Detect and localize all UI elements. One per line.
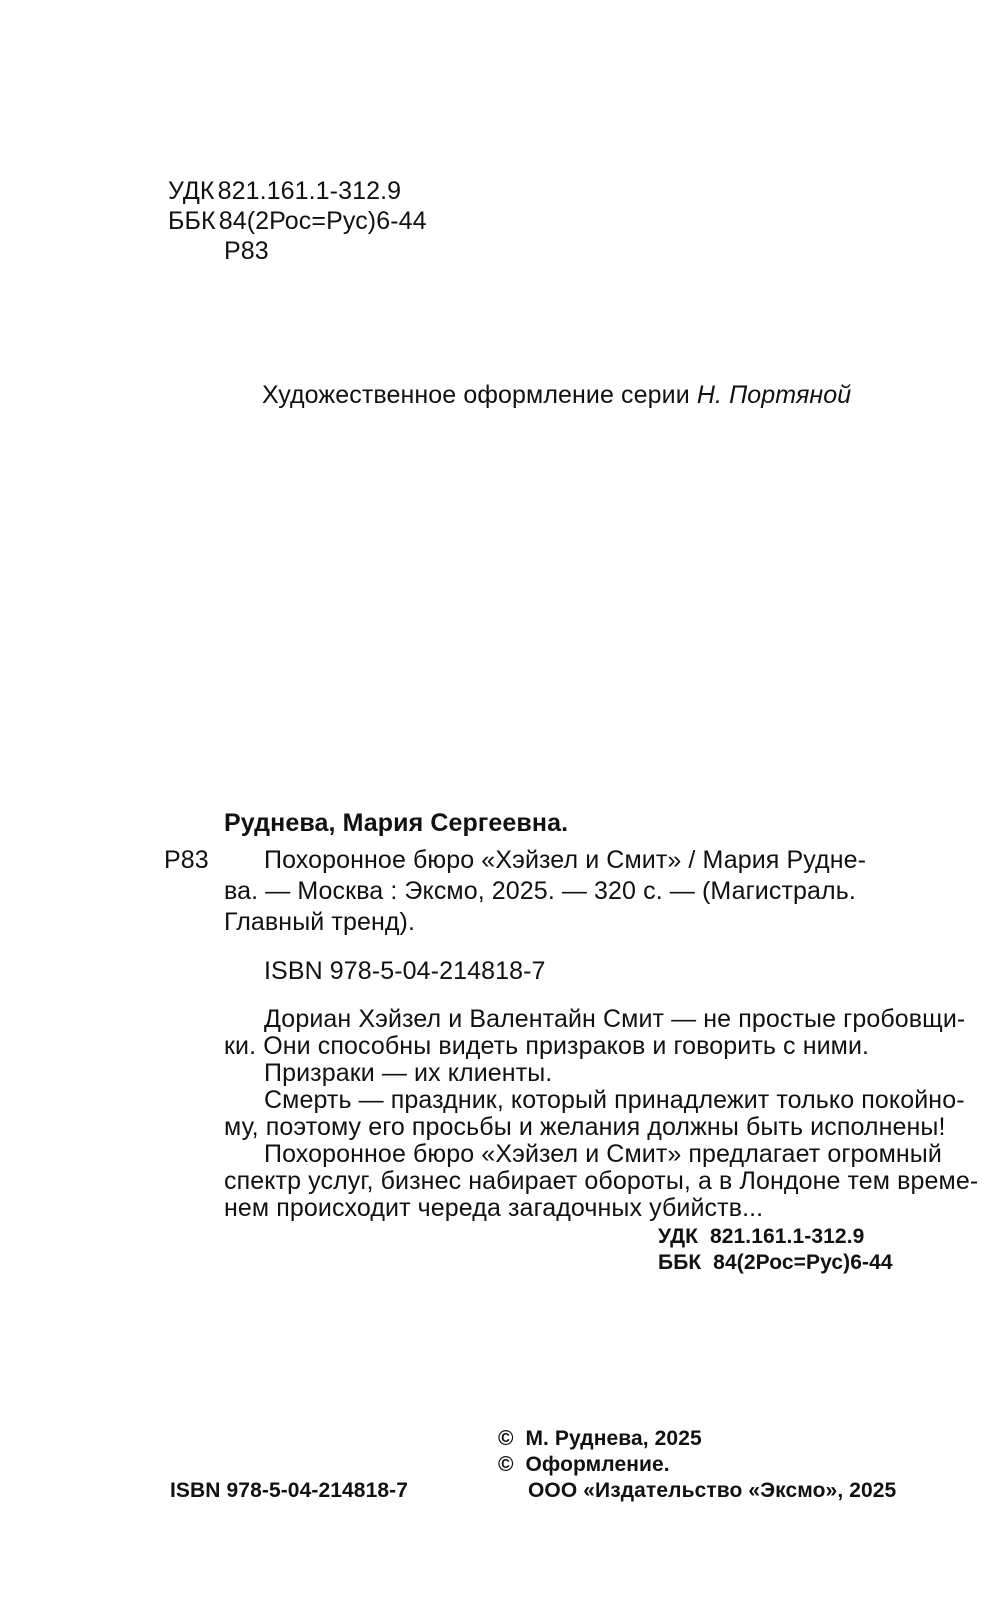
- annotation-line: ки. Они способны видеть призраков и говорить с ними.: [224, 1032, 870, 1060]
- description-line: Главный тренд).: [224, 908, 416, 936]
- bbk-classification: [168, 206, 427, 236]
- annotation-line: Смерть — праздник, который принадлежит только покойно-: [264, 1086, 965, 1114]
- annotation-line: нем происходит череда загадочных убийств...: [224, 1194, 764, 1222]
- udk-label: УДК: [168, 177, 215, 205]
- annotation-line: Похоронное бюро «Хэйзел и Смит» предлагает огромный: [264, 1140, 942, 1168]
- design-credit-artist: Н. Портяной: [696, 381, 852, 409]
- bbk-value: 84(2Рос=Рус)6-44: [218, 207, 427, 235]
- copyright-design: © Оформление.: [498, 1453, 670, 1476]
- udk-value: 821.161.1-312.9: [217, 177, 402, 205]
- description-line: Похоронное бюро «Хэйзел и Смит» / Мария Рудне-: [264, 846, 867, 874]
- card-bbk: ББК 84(2Рос=Рус)6-44: [658, 1251, 893, 1274]
- copyright-publisher: ООО «Издательство «Эксмо», 2025: [528, 1479, 897, 1502]
- author-heading: Руднева, Мария Сергеевна.: [224, 809, 569, 837]
- annotation-line: спектр услуг, бизнес набирает обороты, а в Лондоне тем време-: [224, 1167, 979, 1195]
- catalog-isbn: ISBN 978-5-04-214818-7: [264, 957, 546, 985]
- annotation-line: Дориан Хэйзел и Валентайн Смит — не простые гробовщи-: [264, 1005, 966, 1033]
- author-mark-top: Р83: [224, 237, 269, 265]
- card-udk: УДК 821.161.1-312.9: [658, 1225, 865, 1248]
- annotation-line: му, поэтому его просьбы и желания должны быть исполнены!: [224, 1113, 946, 1141]
- design-credit: [262, 380, 851, 410]
- bbk-label: ББК: [168, 207, 216, 235]
- udk-classification: [168, 176, 401, 206]
- annotation-line: Призраки — их клиенты.: [264, 1059, 553, 1087]
- author-mark-card: Р83: [164, 846, 209, 874]
- footer-isbn: ISBN 978-5-04-214818-7: [170, 1479, 409, 1502]
- copyright-author: © М. Руднева, 2025: [498, 1427, 702, 1450]
- description-line: ва. — Москва : Эксмо, 2025. — 320 с. — (Магистраль.: [224, 877, 856, 905]
- design-credit-text: Художественное оформление серии: [262, 381, 690, 409]
